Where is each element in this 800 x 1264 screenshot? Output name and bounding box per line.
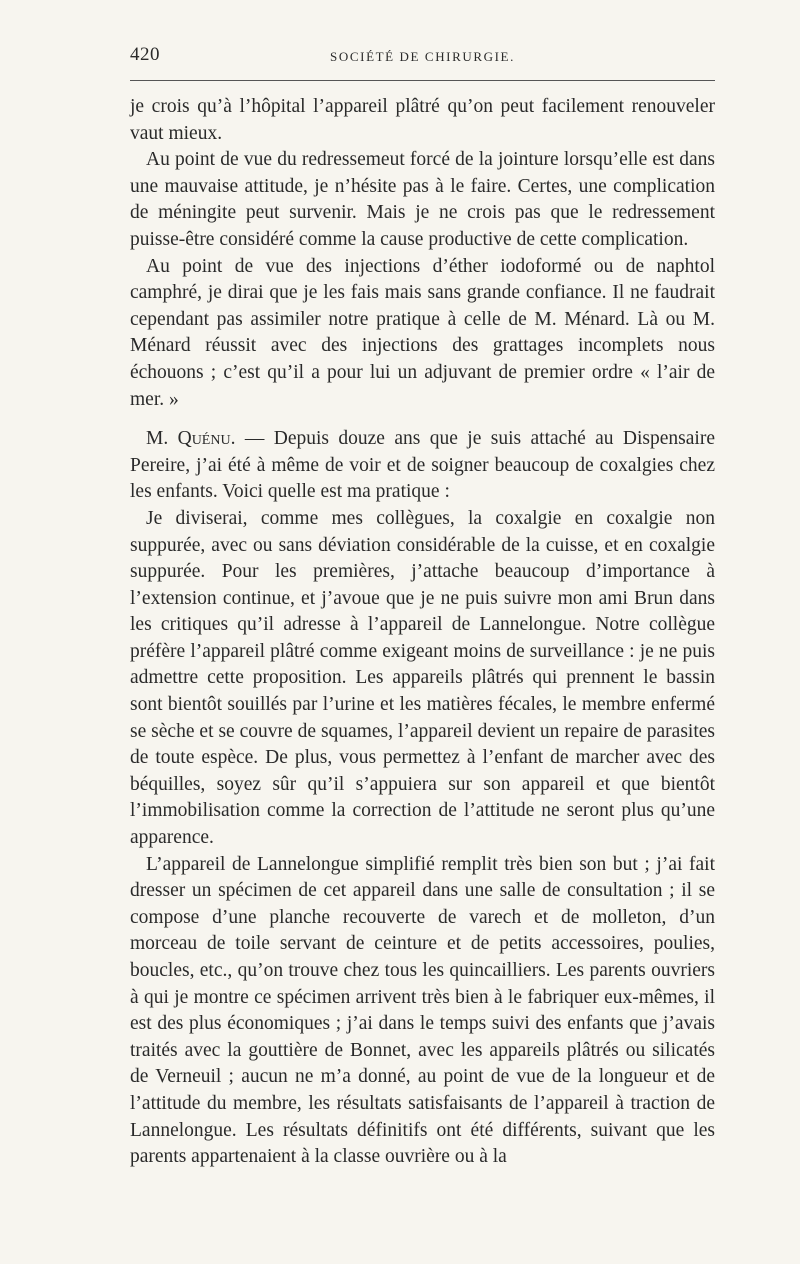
paragraph-quenu xyxy=(130,426,715,506)
speaker-name: M. Quénu. xyxy=(146,428,236,450)
paragraph-continuation: je crois qu’à l’hôpital l’appareil plâtré qu’on peut facilement renouveler vaut mieux. xyxy=(130,96,715,144)
paragraph-quenu-text: — Depuis douze ans que je suis attaché au Dispensaire Pereire, j’ai été à même de voir et de soigner beaucoup de coxalgies chez les enfants. Voici quelle est ma pratique : xyxy=(130,428,715,503)
paragraph-lannelongue: L’appareil de Lannelongue simplifié remplit très bien son but ; j’ai fait dresser un spécimen de cet appareil dans une salle de consultation ; il se compose d’une planche recouverte de varech et de molleton, d’un morceau de toile servant de ceinture et de petits accessoires, poulies, boucles, etc., qu’on trouve chez tous les quincailliers. Les parents ouvriers à qui je montre ce spécimen arrivent très bien à le fabriquer eux-mêmes, il est des plus économiques ; j’ai dans le temps suivi des enfants que j’avais traités avec la gouttière de Bonnet, avec les appareils plâtrés ou silicatés de Verneuil ; aucun ne m’a donné, au point de vue de la longueur et de l’attitude du membre, les résultats satisfaisants de l’appareil à traction de Lannelongue. Les résultats définitifs ont été différents, suivant que les parents appartenaient à la classe ouvrière ou à la xyxy=(130,853,715,1168)
running-head: SOCIÉTÉ DE CHIRURGIE. xyxy=(330,49,515,64)
paragraph-redressement: Au point de vue du redressemeut forcé de la jointure lorsqu’elle est dans une mauvaise attitude, je n’hésite pas à le faire. Certes, une complication de méningite peut survenir. Mais je ne crois pas que le redressement puisse-être considéré comme la cause productive de cette complication. xyxy=(130,149,715,250)
paragraph-coxalgie: Je diviserai, comme mes collègues, la coxalgie en coxalgie non suppurée, avec ou sans déviation considérable de la cuisse, et en coxalgie suppurée. Pour les premières, j’attache beaucoup d’importance à l’extension continue, et j’avoue que je ne puis suivre mon ami Brun dans les critiques qu’il adresse à l’appareil de Lannelongue. Notre collègue préfère l’appareil plâtré comme exigeant moins de surveillance : je ne puis admettre cette proposition. Les appareils plâtrés qui prennent le bassin sont bientôt souillés par l’urine et les matières fécales, le membre enfermé se sèche et se couvre de squames, l’appareil devient un repaire de parasites de toute espèce. De plus, vous permettez à l’enfant de marcher avec des béquilles, soyez sûr qu’il s’appuiera sur son appareil et que bientôt l’immobilisation comme la correction de l’attitude ne seront plus qu’une apparence. xyxy=(130,507,715,849)
page-number: 420 xyxy=(130,44,160,65)
paragraph-injections: Au point de vue des injections d’éther iodoformé ou de naphtol camphré, je dirai que je les fais mais sans grande confiance. Il ne faudrait cependant pas assimiler notre pratique à celle de M. Ménard. Là ou M. Ménard réussit avec des injections des grattages incomplets nous échouons ; c’est qu’il a pour lui un adjuvant de premier ordre « l’air de mer. » xyxy=(130,255,715,410)
header-rule xyxy=(130,80,715,81)
body-text xyxy=(130,94,715,1171)
page-header xyxy=(130,44,715,72)
